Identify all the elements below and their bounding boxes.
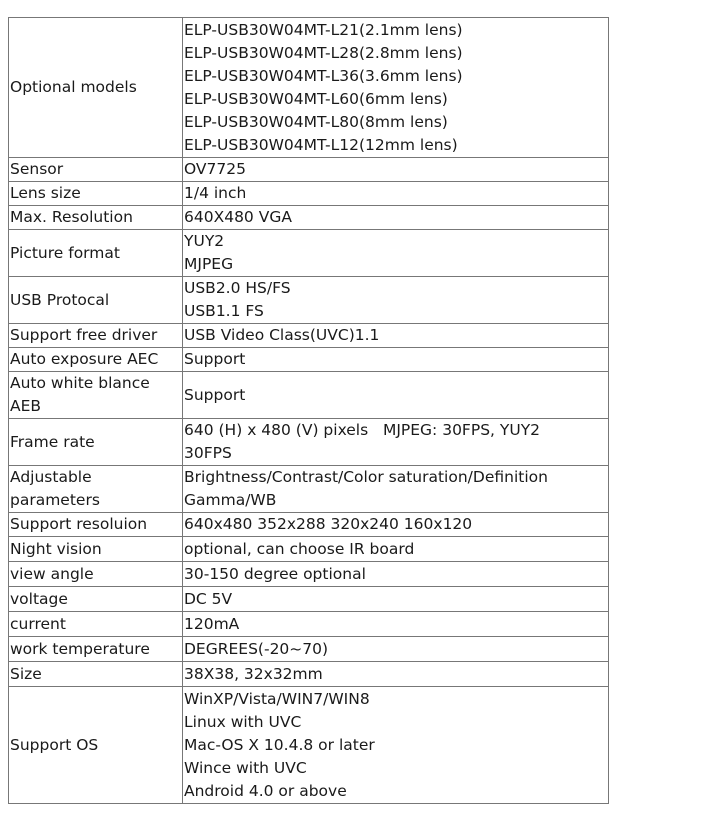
spec-row-current: [9, 612, 609, 637]
spec-value: Support: [183, 348, 609, 372]
os-item: WinXP/Vista/WIN7/WIN8: [184, 689, 370, 708]
spec-value: [183, 230, 609, 277]
spec-row-max-resolution: [9, 206, 609, 230]
spec-value: DC 5V: [183, 587, 609, 612]
spec-value: [183, 419, 609, 466]
os-item: Wince with UVC: [184, 758, 307, 777]
spec-label: Picture format: [9, 230, 183, 277]
format-item: MJPEG: [184, 255, 234, 273]
spec-row-free-driver: [9, 324, 609, 348]
spec-label: Sensor: [9, 158, 183, 182]
spec-value: Support: [183, 372, 609, 419]
model-item: ELP-USB30W04MT-L36(3.6mm lens): [184, 66, 463, 85]
spec-label: voltage: [9, 587, 183, 612]
spec-value: 640X480 VGA: [183, 206, 609, 230]
spec-label: Auto exposure AEC: [9, 348, 183, 372]
spec-table: [8, 17, 609, 804]
os-item: Linux with UVC: [184, 712, 302, 731]
spec-value: 640x480 352x288 320x240 160x120: [183, 513, 609, 537]
spec-label: Max. Resolution: [9, 206, 183, 230]
spec-label: view angle: [9, 562, 183, 587]
spec-row-usb-protocol: [9, 277, 609, 324]
model-item: ELP-USB30W04MT-L28(2.8mm lens): [184, 43, 463, 62]
spec-row-size: [9, 662, 609, 687]
spec-value: USB Video Class(UVC)1.1: [183, 324, 609, 348]
spec-row-voltage: [9, 587, 609, 612]
spec-value: [183, 466, 609, 513]
spec-label: Size: [9, 662, 183, 687]
spec-label: Night vision: [9, 537, 183, 562]
spec-row-view-angle: [9, 562, 609, 587]
spec-row-auto-white-balance: [9, 372, 609, 419]
spec-value: [183, 687, 609, 804]
spec-label: current: [9, 612, 183, 637]
spec-row-adjustable: [9, 466, 609, 513]
adjustable-line: Brightness/Contrast/Color saturation/Definition: [184, 468, 548, 486]
spec-row-support-os: [9, 687, 609, 804]
spec-row-auto-exposure: [9, 348, 609, 372]
model-item: ELP-USB30W04MT-L60(6mm lens): [184, 89, 448, 108]
spec-value: 30-150 degree optional: [183, 562, 609, 587]
protocol-item: USB2.0 HS/FS: [184, 279, 291, 297]
spec-label: Support resoluion: [9, 513, 183, 537]
frame-rate-line: 640 (H) x 480 (V) pixels MJPEG: 30FPS, YUY2: [184, 421, 541, 439]
os-item: Mac-OS X 10.4.8 or later: [184, 735, 375, 754]
spec-value: [183, 18, 609, 158]
spec-label: Auto white blance AEB: [9, 372, 183, 419]
spec-label: Lens size: [9, 182, 183, 206]
spec-label: USB Protocal: [9, 277, 183, 324]
spec-label: Support free driver: [9, 324, 183, 348]
spec-label: Adjustable parameters: [9, 466, 183, 513]
model-item: ELP-USB30W04MT-L21(2.1mm lens): [184, 20, 463, 39]
spec-row-night-vision: [9, 537, 609, 562]
spec-label: Support OS: [9, 687, 183, 804]
format-item: YUY2: [184, 232, 225, 250]
spec-row-sensor: [9, 158, 609, 182]
spec-row-work-temperature: [9, 637, 609, 662]
spec-value: optional, can choose IR board: [183, 537, 609, 562]
frame-rate-line: 30FPS: [184, 444, 232, 462]
spec-label: Optional models: [9, 18, 183, 158]
spec-value: 120mA: [183, 612, 609, 637]
spec-row-picture-format: [9, 230, 609, 277]
spec-value: OV7725: [183, 158, 609, 182]
spec-value: 1/4 inch: [183, 182, 609, 206]
spec-row-lens-size: [9, 182, 609, 206]
spec-value: 38X38, 32x32mm: [183, 662, 609, 687]
spec-value: DEGREES(-20~70): [183, 637, 609, 662]
spec-label: work temperature: [9, 637, 183, 662]
spec-value: [183, 277, 609, 324]
spec-label: Frame rate: [9, 419, 183, 466]
spec-row-frame-rate: [9, 419, 609, 466]
model-item: ELP-USB30W04MT-L80(8mm lens): [184, 112, 448, 131]
protocol-item: USB1.1 FS: [184, 302, 264, 320]
spec-row-support-resolution: [9, 513, 609, 537]
os-item: Android 4.0 or above: [184, 781, 347, 800]
spec-row-optional-models: [9, 18, 609, 158]
adjustable-line: Gamma/WB: [184, 491, 277, 509]
model-item: ELP-USB30W04MT-L12(12mm lens): [184, 135, 458, 154]
